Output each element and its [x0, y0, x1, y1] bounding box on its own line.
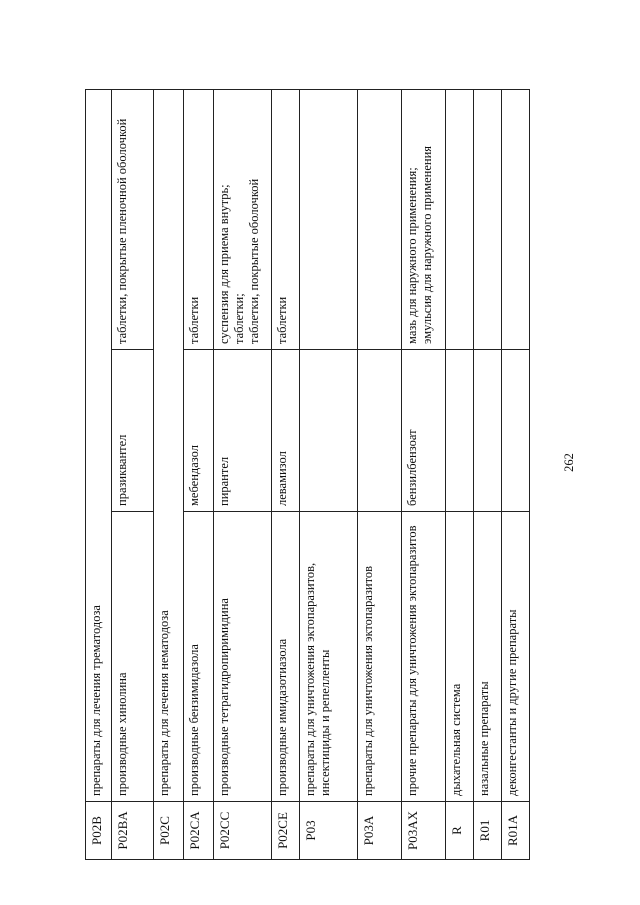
group-name: производные хинолина	[112, 512, 154, 802]
atc-code: P02B	[86, 802, 112, 860]
drug-name: мебендазол	[184, 350, 214, 512]
dosage-form	[502, 89, 530, 349]
rotated-table-page	[85, 90, 559, 860]
group-name: препараты для уничтожения эктопаразитов	[358, 512, 402, 802]
drug-name: празиквантел	[112, 350, 154, 512]
group-name: деконгестанты и другие препараты	[502, 512, 530, 802]
drug-name	[502, 350, 530, 512]
group-name: прочие препараты для уничтожения эктопаразитов	[402, 512, 446, 802]
table-row	[86, 89, 112, 859]
dosage-form	[112, 89, 154, 349]
dosage-form-line: таблетки	[187, 296, 201, 344]
group-name: производные тетрагидропиримидина	[214, 512, 272, 802]
atc-code: P03A	[358, 802, 402, 860]
atc-code: P03AX	[402, 802, 446, 860]
table-row	[154, 89, 184, 859]
drug-name	[446, 350, 474, 512]
group-name: дыхательная система	[446, 512, 474, 802]
dosage-form	[300, 89, 358, 349]
atc-code: P02BA	[112, 802, 154, 860]
dosage-form	[474, 89, 502, 349]
dosage-form	[402, 89, 446, 349]
dosage-form-line: суспензия для приема внутрь;	[217, 184, 231, 344]
dosage-form	[446, 89, 474, 349]
atc-code: P02CA	[184, 802, 214, 860]
table-row	[184, 89, 214, 859]
table-row	[474, 89, 502, 859]
atc-code: R	[446, 802, 474, 860]
drug-name: пирантел	[214, 350, 272, 512]
group-name: производные бензимидазола	[184, 512, 214, 802]
dosage-form	[358, 89, 402, 349]
dosage-form-line: таблетки, покрытые оболочкой	[246, 178, 261, 344]
dosage-form-line: таблетки;	[231, 293, 246, 344]
atc-code: P02CC	[214, 802, 272, 860]
atc-code: P02C	[154, 802, 184, 860]
dosage-form-line: мазь для наружного применения;	[405, 167, 419, 344]
table-row	[272, 89, 300, 859]
table-row	[502, 89, 530, 859]
group-name: назальные препараты	[474, 512, 502, 802]
table-row	[358, 89, 402, 859]
atc-code: R01	[474, 802, 502, 860]
table-row	[300, 89, 358, 859]
table-row	[402, 89, 446, 859]
drug-name	[358, 350, 402, 512]
group-name: препараты для лечения нематодоза	[154, 89, 184, 801]
dosage-form-line: таблетки, покрытые пленочной оболочкой	[115, 118, 129, 344]
drug-name	[474, 350, 502, 512]
group-name: препараты для лечения трематодоза	[86, 89, 112, 801]
drug-name: левамизол	[272, 350, 300, 512]
drug-classification-table	[85, 89, 530, 860]
dosage-form-line: эмульсия для наружного применения	[419, 145, 434, 344]
drug-name: бензилбензоат	[402, 350, 446, 512]
dosage-form	[214, 89, 272, 349]
dosage-form-line: таблетки	[275, 296, 289, 344]
drug-name	[300, 350, 358, 512]
table-row	[446, 89, 474, 859]
dosage-form	[184, 89, 214, 349]
page-number: 262	[561, 453, 576, 472]
group-name: производные имидазотиазола	[272, 512, 300, 802]
table-row	[214, 89, 272, 859]
group-name: препараты для уничтожения эктопаразитов, инсектициды и репелленты	[300, 512, 358, 802]
table-row	[112, 89, 154, 859]
atc-code: P02CE	[272, 802, 300, 860]
atc-code: R01A	[502, 802, 530, 860]
dosage-form	[272, 89, 300, 349]
atc-code: P03	[300, 802, 358, 860]
